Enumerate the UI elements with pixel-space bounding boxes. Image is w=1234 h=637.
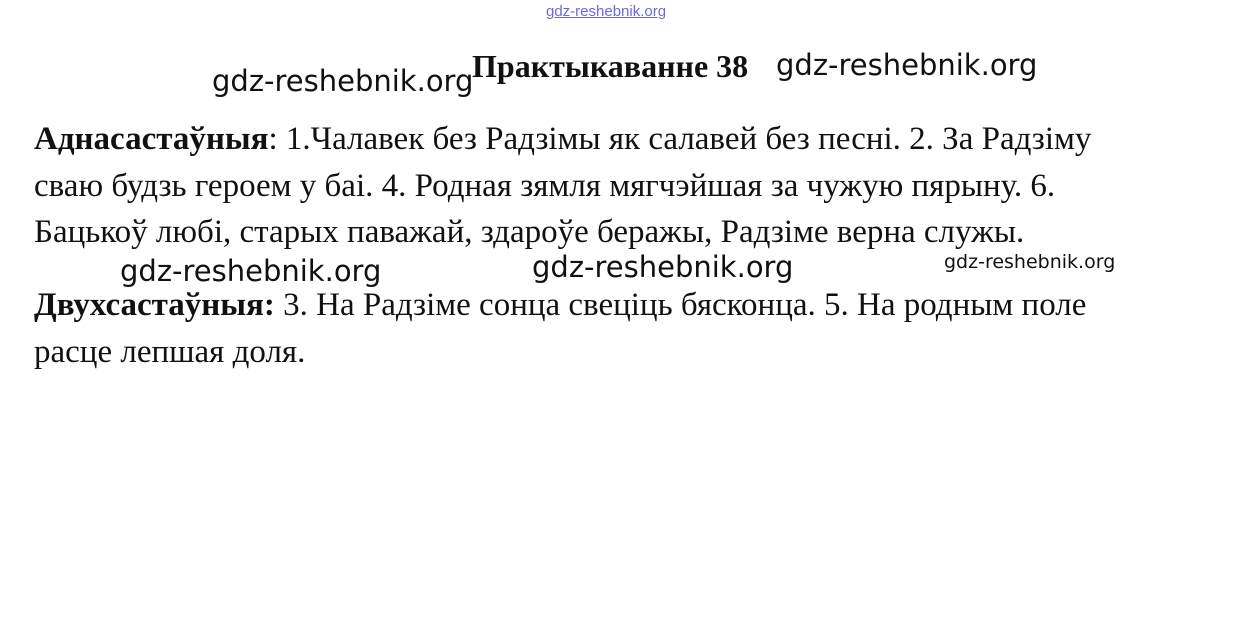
watermark-mid-center: gdz-reshebnik.org [532, 250, 794, 284]
section-single-text-1: 1.Чалавек без Радзімы як салавей без песні. 2. За Радзіму [285, 121, 1092, 157]
page-title: Практыкаванне 38 [472, 48, 749, 84]
section-two-text-1: 3. На Радзіме сонца свеціць бясконца. 5. На родным поле [274, 287, 1087, 323]
section-single-line-3: Бацькоў любі, старых паважай, здароўе беражы, Радзіме верна служы. [34, 214, 1025, 250]
section-single-sep: : [268, 121, 286, 157]
watermark-mid-left: gdz-reshebnik.org [120, 254, 382, 288]
section-two-label: Двухсастаўныя: [34, 287, 275, 323]
section-two-line-2: расце лепшая доля. [34, 333, 306, 370]
section-two-member [34, 282, 1086, 375]
section-single-line-2: сваю будзь героем у баі. 4. Родная зямля мягчэйшая за чужую пярыну. 6. [34, 167, 1056, 204]
watermark-title-right: gdz-reshebnik.org [776, 48, 1038, 82]
section-two-line-1 [34, 282, 1086, 329]
section-single-member [34, 116, 1091, 256]
watermark-mid-right: gdz-reshebnik.org [944, 251, 1116, 273]
section-single-line-1 [34, 116, 1091, 163]
watermark-top[interactable]: gdz-reshebnik.org [546, 3, 667, 20]
watermark-title-left: gdz-reshebnik.org [212, 64, 474, 98]
section-single-label: Аднасастаўныя [34, 121, 269, 157]
